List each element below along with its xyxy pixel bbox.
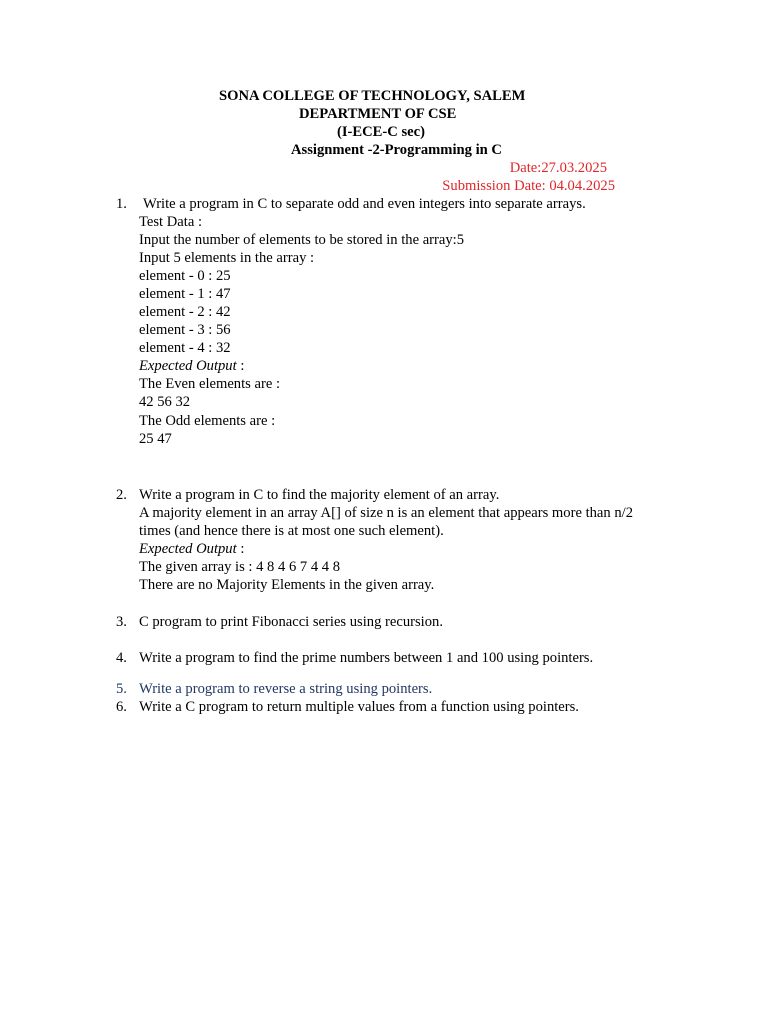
q5-text: Write a program to reverse a string using pointers.	[139, 681, 433, 697]
q1-input-count: Input the number of elements to be stored in the array:5	[139, 232, 465, 248]
college-title: SONA COLLEGE OF TECHNOLOGY, SALEM	[219, 88, 526, 104]
q1-element: element - 3 : 56	[139, 322, 231, 338]
q2-given-array: The given array is : 4 8 4 6 7 4 4 8	[139, 559, 341, 575]
q1-element: element - 2 : 42	[139, 304, 231, 320]
q1-even-values: 42 56 32	[139, 394, 191, 410]
q2-expected-label: Expected Output	[139, 541, 237, 557]
q6-number: 6.	[116, 699, 127, 715]
q3-number: 3.	[116, 614, 127, 630]
q2-number: 2.	[116, 487, 127, 503]
q2-result: There are no Majority Elements in the given array.	[139, 577, 435, 593]
q2-expected-colon: :	[236, 541, 245, 557]
q1-element: element - 0 : 25	[139, 268, 231, 284]
q1-even-label: The Even elements are :	[139, 376, 281, 392]
q2-desc-line2: times (and hence there is at most one such element).	[139, 523, 444, 539]
q5-number: 5.	[116, 681, 127, 697]
q1-text: Write a program in C to separate odd and even integers into separate arrays.	[143, 196, 586, 212]
section-title: (I-ECE-C sec)	[337, 124, 425, 140]
q1-odd-values: 25 47	[139, 431, 172, 447]
q1-expected-label: Expected Output	[139, 358, 237, 374]
q2-text: Write a program in C to find the majority element of an array.	[139, 487, 500, 503]
q6-text: Write a C program to return multiple values from a function using pointers.	[139, 699, 579, 715]
q1-odd-label: The Odd elements are :	[139, 413, 276, 429]
q3-text: C program to print Fibonacci series using recursion.	[139, 614, 443, 630]
q1-number: 1.	[116, 196, 127, 212]
q4-number: 4.	[116, 650, 127, 666]
q2-expected-output	[139, 540, 244, 558]
q1-input-elements: Input 5 elements in the array :	[139, 250, 315, 266]
q1-expected-output	[139, 357, 244, 375]
q1-test-data: Test Data :	[139, 214, 203, 230]
issue-date: Date:27.03.2025	[509, 160, 607, 176]
assignment-title: Assignment -2-Programming in C	[291, 142, 502, 158]
q1-element: element - 1 : 47	[139, 286, 231, 302]
q1-element: element - 4 : 32	[139, 340, 231, 356]
department-title: DEPARTMENT OF CSE	[299, 106, 457, 122]
q2-desc-line1: A majority element in an array A[] of size n is an element that appears more than n/2	[139, 505, 633, 521]
q4-text: Write a program to find the prime numbers between 1 and 100 using pointers.	[139, 650, 594, 666]
submission-date: Submission Date: 04.04.2025	[442, 178, 615, 194]
q1-expected-colon: :	[236, 358, 245, 374]
